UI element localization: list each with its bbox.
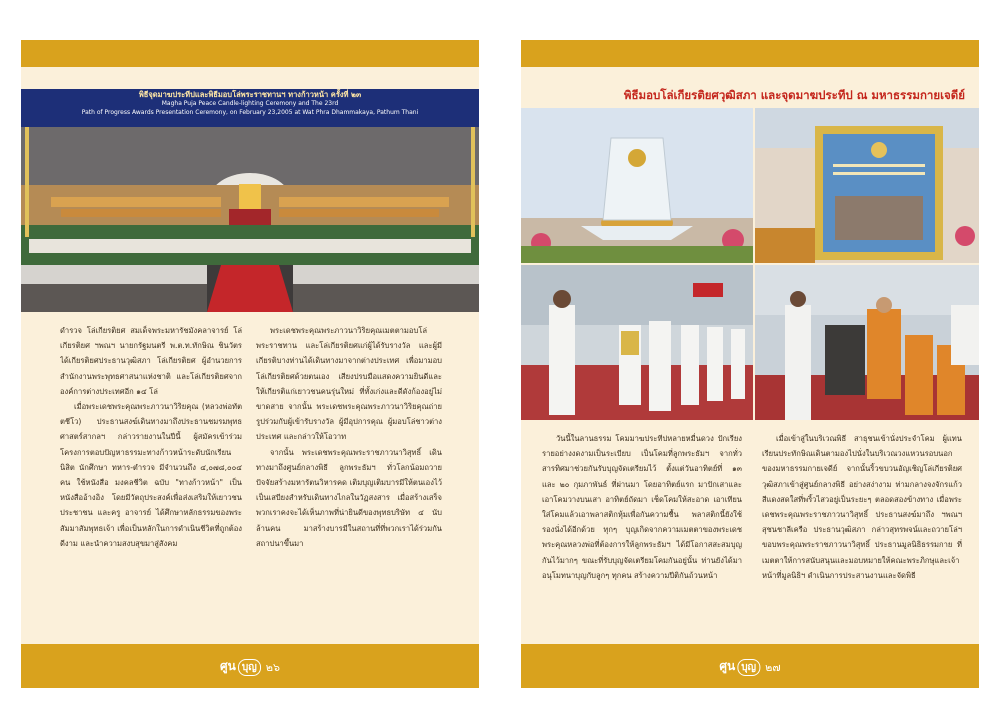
trophy-photo [521,108,753,263]
banner-thai-title: พิธีจุดมาฆประทีปและพิธีมอบโล่พระราชทานฯ ทางก้าวหน้า ครั้งที่ ๒๓ [138,90,362,99]
page-footer [719,657,780,676]
logo-badge: บุญ [238,659,261,676]
logo-badge: บุญ [737,659,760,676]
left-page [21,40,479,688]
banner-english-line1: Magha Puja Peace Candle-lighting Ceremony and The 23rd [161,100,339,107]
bottom-gold-band [521,644,979,688]
logo-text: ศูน [719,659,736,673]
paragraph: วันนี้ในลานธรรม โคมมาฆประทีปหลายหมื่นดวง ปักเรียงรายอย่างงดงามเป็นระเบียบ เป็นโคมที่ลูกพระธัมฯ จากทั่วสารทิศมาช่วยกันรับบุญจัดเตรียมไว้ ตั้งแต่วันอาทิตย์ที่ ๑๓ และ ๒๐ กุมภาพันธ์ ที่ผ่านมา โดยอาทิตย์แรก มาปักเสาและเอาโคมวางบนเสา อาทิตย์ถัดมา เช็ดโคมให้สะอาด เอาเทียนใส่โคมแล้วเอาพลาสติกหุ้มเพื่อกันความชื้น พลาสติกนี้ยังใช้รองนั่งได้อีกด้วย ทุกๆ บุญเกิดจากความเมตตาของพระเดชพระคุณหลวงพ่อที่ต้องการให้ลูกพระธัมฯ ได้มีโอกาสสะสมบุญกันไว้มากๆ ขณะที่รับบุญจัดเตรียมโคมกันอยู่นั้น ท่านยังได้มาอนุโมทนาบุญกับลูกๆ ทุกคน สร้างความปีติกันถ้วนหน้า [542,434,742,580]
top-gold-band [521,40,979,67]
top-gold-band [21,40,479,67]
right-column-1 [542,431,742,641]
paragraph: เมื่อพระเดชพระคุณพระภาวนาวิริยคุณ (หลวงพ่อทัตตชีโว) ประธานสงฆ์เดินทางมาถึงประธานชมรมพุทธศาสตร์สากลฯ กล่าวรายงานในปีนี้ ผู้สมัครเข้าร่วมโครงการตอบปัญหาธรรมะทางก้าวหน้าระดับนักเรียน นิสิต นักศึกษา ทหาร-ตำรวจ มีจำนวนถึง ๔,๐๗๘,๐๐๔ คน ใช้หนังสือ มงคลชีวิต ฉบับ "ทางก้าวหน้า" เป็นหนังสืออ้างอิง โดยมีวัตถุประสงค์เพื่อส่งเสริมให้เยาวชน ประชาชน และครู อาจารย์ ได้ศึกษาหลักธรรมของพระสัมมาสัมพุทธเจ้า เพื่อเป็นหลักในการดำเนินชีวิตที่ถูกต้อง ดีงาม และนำความสงบสุขมาสู่สังคม [60,402,242,548]
magazine-logo [719,657,760,676]
page-footer [220,657,280,676]
presentation-photo [755,265,979,420]
banner-english-line2: Path of Progress Awards Presentation Ceremony, on February 23,2005 at Wat Phra Dhammakaya, Pathum Thani [81,108,419,116]
left-column-1 [60,323,242,633]
right-page [521,40,979,688]
framed-plaque-image [755,108,979,263]
procession-image [521,265,753,420]
ceremony-hero-photo [21,89,479,312]
right-column-2 [762,431,962,641]
bottom-gold-band [21,644,479,688]
logo-text: ศูน [220,659,236,673]
left-column-2 [256,323,442,633]
page-number: ๒๖ [265,660,280,674]
page-number: ๒๗ [765,660,781,674]
magazine-logo [220,657,261,676]
section-title: พิธีมอบโล่เกียรติยศวุฒิสภา และจุดมาฆประทีป ณ มหาธรรมกายเจดีย์ [623,88,965,102]
paragraph: จากนั้น พระเดชพระคุณพระราชภาวนาวิสุทธิ์ เดินทางมาถึงศูนย์กลางพิธี ลูกพระธัมฯ ทั่วโลกน้อมถวายปัจจัยสร้างมหารัตนวิหารคด เติมบุญเติมบารมีให้ตนเองไว้เป็นเสบียงสำหรับเดินทางไกลในวัฏสงสาร เมื่อสร้างเสร็จพวกเราคงจะได้เห็นภาพที่น่ายินดีของพุทธบริษัท ๔ นับล้านคน มาสร้างบารมีในสถานที่ที่พวกเราได้ร่วมกันสถาปนาขึ้นมา [256,447,442,548]
paragraph: ดำรวจ โล่เกียรติยศ สมเด็จพระมหารัชมังคลาจารย์ โล่เกียรติยศ ฯพณฯ นายกรัฐมนตรี พ.ต.ท.ทักษิณ ชินวัตร ได้เกียรติยศประธานวุฒิสภา โล่เกียรติยศ ผู้อำนวยการสำนักงานพระพุทธศาสนาแห่งชาติ และโล่เกียรติยศจากองค์การต่างประเทศอีก ๑๔ โล่ [60,326,242,396]
ceremony-banner [21,89,479,127]
procession-photo [521,265,753,420]
plaque-presentation-image [755,265,979,420]
paragraph: พระเดชพระคุณพระภาวนาวิริยคุณเมตตามอบโล่พระราชทาน และโล่เกียรติยศแก่ผู้ได้รับรางวัล และผู้มีเกียรติบางท่านได้เดินทางมาจากต่างประเทศ เพื่อมามอบโล่เกียรติยศด้วยตนเอง เสียงปรบมือแสดงความยินดีและให้เกียรติแก่เยาวชนคนรุ่นใหม่ ที่ทั้งเก่งและดีดังก้องอยู่ไม่ขาดสาย จากนั้น พระเดชพระคุณพระภาวนาวิริยคุณถ่ายรูปร่วมกับผู้เข้ารับรางวัล ผู้มีอุปการคุณ ผู้มอบโล่ชาวต่างประเทศ และกล่าวให้โอวาท [256,326,442,442]
crystal-trophy-image [521,108,753,263]
paragraph: เมื่อเข้าสู่ในบริเวณพิธี สาธุชนเข้านั่งประจำโคม ผู้แทนเรียนประทักษิณเดินตามองไปนั่งในบริเวณวงแหวนรอบนอกของมหาธรรมกายเจดีย์ จากนั้นริ้วขบวนอัญเชิญโล่เกียรติยศวุฒิสภาเข้าสู่ศูนย์กลางพิธี อย่างสง่างาม ท่ามกลางจงจักรแก้วสีแดงสดใสที่พริ้วไสวอยู่เป็นระยะๆ ตลอดสองข้างทาง เมื่อพระเดชพระคุณพระราชภาวนาวิสุทธิ์ ประธานสงฆ์มาถึง ฯพณฯ สุชนชาลีเครือ ประธานวุฒิสภา กล่าวสุทรพจน์และถวายโล่ฯ ขอบพระคุณพระราชภาวนาวิสุทธิ์ ประธานมูลนิธิธรรมกาย ที่เมตตาให้การสนับสนุนและมอบหมายให้คณะพระภิกษุและเจ้าหน้าที่มูลนิธิฯ ดำเนินการประสานงานและจัดพิธี [762,434,962,580]
plaque-photo [755,108,979,263]
